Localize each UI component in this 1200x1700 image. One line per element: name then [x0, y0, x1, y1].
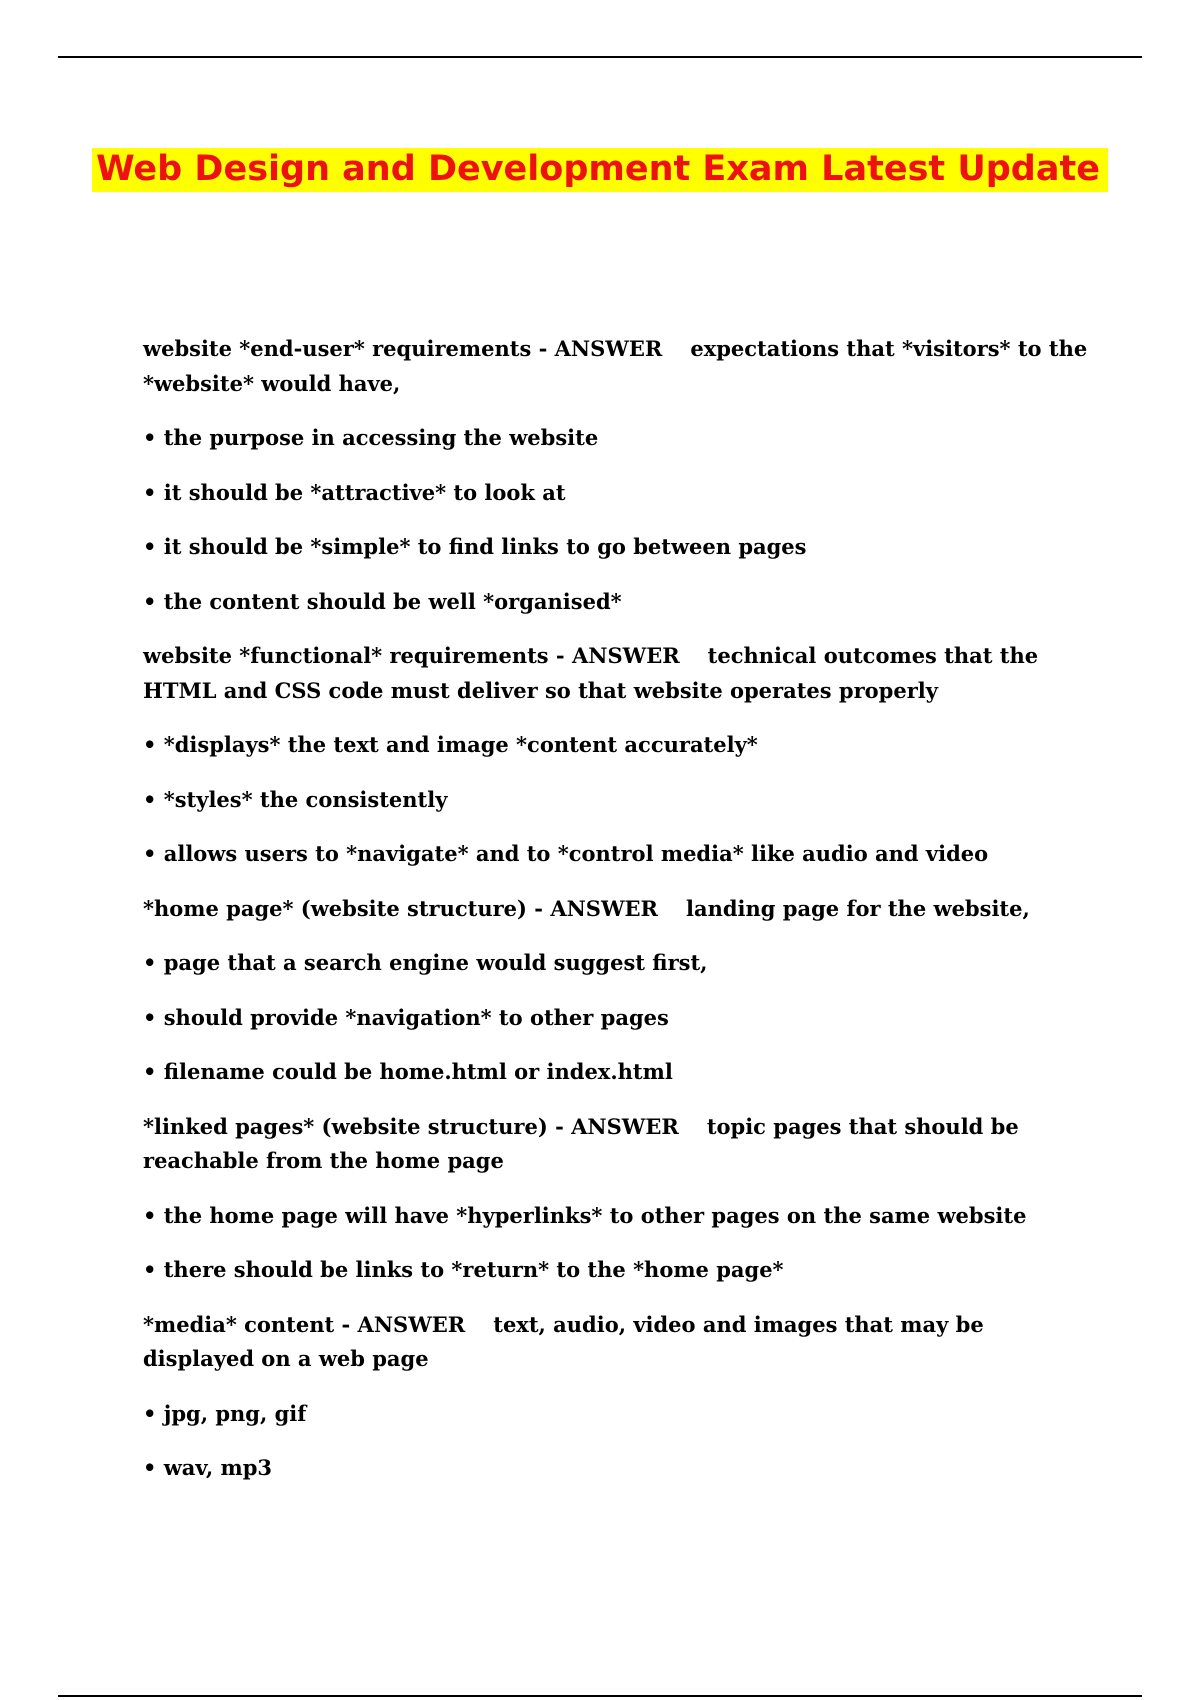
bullet-item: • allows users to *navigate* and to *control media* like audio and video [143, 841, 989, 866]
qa-term: *media* content - ANSWER [143, 1311, 466, 1337]
bullet-item: • jpg, png, gif [143, 1400, 307, 1426]
document-body [143, 332, 1098, 1506]
bullet-item: • the content should be well *organised* [143, 588, 622, 614]
bullet-item: • there should be links to *return* to the *home page* [143, 1257, 784, 1282]
bullet-item: • should provide *navigation* to other pages [143, 1004, 669, 1030]
bullet-item: • it should be *attractive* to look at [143, 479, 566, 505]
qa-entry-linked-pages [143, 1110, 1098, 1179]
bullet-item: • *styles* the consistently [143, 786, 448, 812]
bullet-item: • it should be *simple* to find links to go between pages [143, 534, 807, 559]
qa-term: *linked pages* (website structure) - ANSWER [143, 1113, 679, 1139]
qa-answer: landing page for the website, [686, 895, 1030, 921]
document-title-highlight: Web Design and Development Exam Latest Update [92, 148, 1108, 192]
bullet-item: • filename could be home.html or index.html [143, 1059, 673, 1084]
header-rule [58, 56, 1142, 58]
document-title [0, 140, 1200, 198]
qa-answer: text, audio, video and images that may be displayed on a web page [143, 1311, 984, 1371]
qa-term: website *functional* requirements - ANSWER [143, 643, 680, 668]
qa-answer: technical outcomes that the HTML and CSS code must deliver so that website operates properly [143, 643, 1039, 703]
qa-entry-media-content [143, 1308, 1098, 1377]
bullet-item: • wav, mp3 [143, 1455, 273, 1480]
qa-answer: expectations that *visitors* to the *website* would have, [143, 336, 1088, 396]
bullet-item: • *displays* the text and image *content accurately* [143, 732, 758, 757]
qa-entry-functional-requirements [143, 639, 1098, 708]
bullet-item: • the home page will have *hyperlinks* to other pages on the same website [143, 1202, 1027, 1228]
qa-term: *home page* (website structure) - ANSWER [143, 895, 659, 921]
qa-entry-home-page [143, 892, 1098, 927]
qa-entry-end-user-requirements [143, 332, 1098, 401]
footer-rule [58, 1695, 1142, 1697]
qa-answer: topic pages that should be reachable from the home page [143, 1113, 1019, 1173]
bullet-item: • the purpose in accessing the website [143, 425, 599, 450]
bullet-item: • page that a search engine would suggest first, [143, 950, 708, 975]
qa-term: website *end-user* requirements - ANSWER [143, 336, 663, 361]
